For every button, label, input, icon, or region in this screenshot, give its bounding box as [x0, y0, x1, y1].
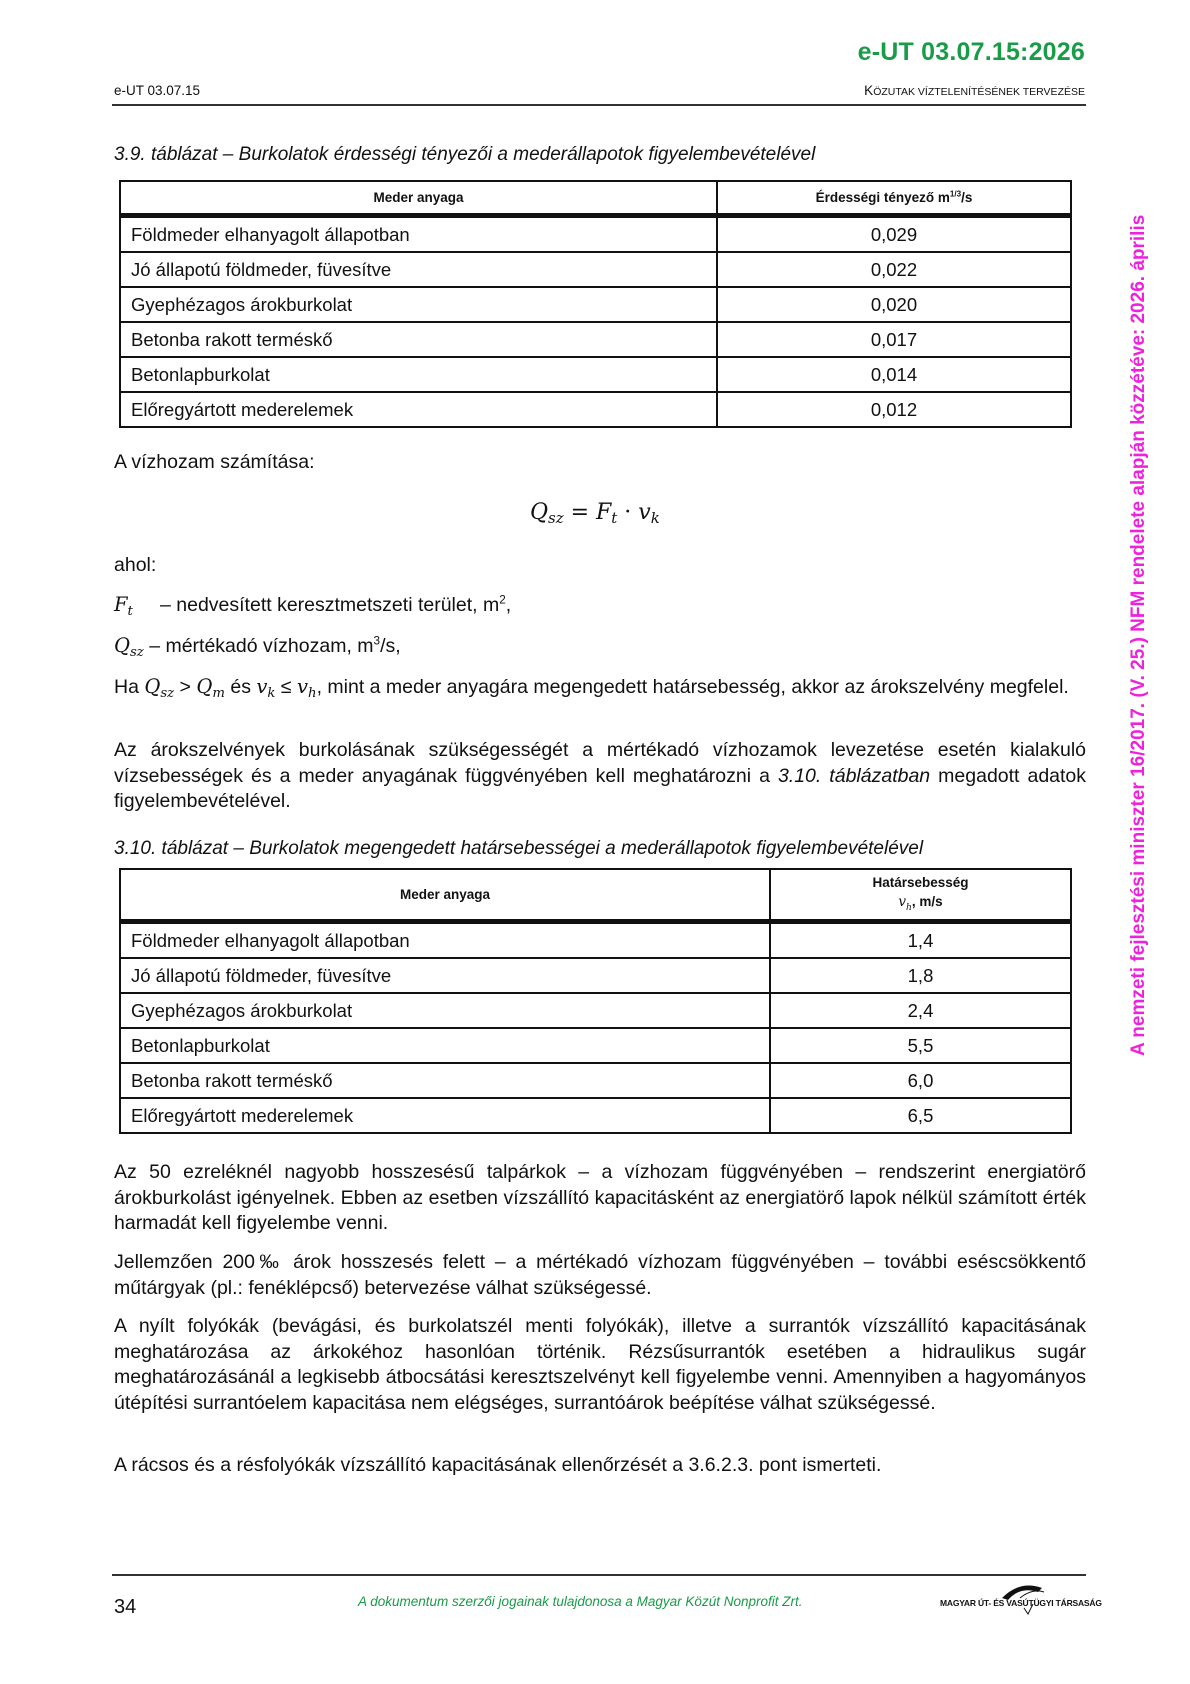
coverage-paragraph: Az árokszelvények burkolásának szükségességét a mértékadó vízhozamok levezetése esetén kialakuló vízsebességek és a meder anyagának függvényében kell meghatározni a 3.10. táblázatban megadott adatok figyelembevételével. [114, 739, 1087, 812]
col-header-material: Meder anyaga [120, 181, 717, 216]
slope-paragraph: Jellemzően 200‰ árok hosszesés felett – a mértékadó vízhozam függvényében – további eséscsökkentő műtárgyak (pl.: fenéklépcső) betervezése válhat szükségessé. [114, 1251, 1086, 1299]
condition-paragraph: Ha $Q_{sz} > Q_m$ és $v_k \le v_h$, mint a meder anyagára megengedett határsebesség, akkor az árokszelvény megfelel. [114, 675, 1069, 701]
table2-caption: 3.10. táblázat – Burkolatok megengedett határsebességei a mederállapotok figyelembevételével [114, 838, 924, 859]
table1-caption: 3.9. táblázat – Burkolatok érdességi tényezői a mederállapotok figyelembevételével [114, 144, 816, 165]
discharge-formula: $Q_{sz} = F_t \cdot v_k$ [530, 500, 660, 527]
table-row: Betonba rakott terméskő 6,0 [120, 1063, 1071, 1098]
calc-heading: A vízhozam számítása: [114, 451, 315, 473]
table-reference: 3.10. táblázatban [777, 764, 931, 787]
table-row: Földmeder elhanyagolt állapotban 0,029 [120, 216, 1071, 253]
copyright-notice: A dokumentum szerzői jogainak tulajdonosa a Magyar Közút Nonprofit Zrt. [358, 1594, 803, 1609]
energy-dissipator-paragraph: Az 50 ezreléknél nagyobb hosszesésű talpárkok – a vízhozam függvényében – rendszerint energiatörő árokburkolást igényelnek. Ebben az esetben vízszállító kapacitásként az energiatörő lapok nélkül számított érték harmadát kell figyelembe venni. [114, 1161, 1086, 1234]
table-row: Jó állapotú földmeder, füvesítve 1,8 [120, 958, 1071, 993]
table-header-row [120, 181, 1071, 216]
table-row: Előregyártott mederelemek 6,5 [120, 1098, 1071, 1133]
table-row: Földmeder elhanyagolt állapotban 1,4 [120, 922, 1071, 959]
section-title: KÖZUTAK VÍZTELENÍTÉSÉNEK TERVEZÉSE [864, 83, 1085, 98]
grate-paragraph: A rácsos és a résfolyókák vízszállító kapacitásának ellenőrzését a 3.6.2.3. pont ismerteti. [114, 1454, 882, 1476]
velocity-limit-table [119, 868, 1072, 1134]
table-row: Jó állapotú földmeder, füvesítve 0,022 [120, 252, 1071, 287]
table-row: Előregyártott mederelemek 0,012 [120, 392, 1071, 427]
definition-ft: $F_t$ – nedvesített keresztmetszeti terület, $m^2$, [114, 593, 512, 619]
standard-title: e-UT 03.07.15:2026 [857, 38, 1085, 66]
gutters-paragraph: A nyílt folyókák (bevágási, és burkolatszél menti folyókák), illetve a surrantók vízszállító kapacitásának meghatározása az árkokéhoz hasonlóan történik. Rézsűsurrantók esetében a hidraulikus sugár meghatározásánál a legkisebb átbocsátási keresztszelvényt kell figyelembe venni. Amennyiben a hagyományos útépítési surrantóelem kapacitása nem elégséges, surrantóárok beépítése válhat szükségessé. [114, 1315, 1086, 1414]
society-logo [940, 1582, 1102, 1622]
publication-side-note: A nemzeti fejlesztési miniszter 16/2017. (V. 25.) NFM rendelete alapján közzétéve: 2026. április [1128, 214, 1149, 1056]
col-header-velocity: Határsebesség $v_h$, m/s [770, 869, 1071, 922]
table-header-row [120, 869, 1071, 922]
col-header-material: Meder anyaga [120, 869, 770, 922]
table-row: Betonlapburkolat 5,5 [120, 1028, 1071, 1063]
table-row: Betonba rakott terméskő 0,017 [120, 322, 1071, 357]
table-row: Betonlapburkolat 0,014 [120, 357, 1071, 392]
roughness-table [119, 180, 1072, 428]
page-number: 34 [114, 1596, 137, 1618]
col-header-roughness: Érdességi tényező $m^{1/3}/s$ [717, 181, 1071, 216]
where-label: ahol: [114, 554, 157, 576]
footer-divider [112, 1574, 1086, 1576]
doc-code: e-UT 03.07.15 [114, 83, 201, 98]
definition-qsz: $Q_{sz}$ – mértékadó vízhozam, $m^3/s$, [114, 634, 401, 660]
table-row: Gyephézagos árokburkolat 2,4 [120, 993, 1071, 1028]
table-row: Gyephézagos árokburkolat 0,020 [120, 287, 1071, 322]
header-divider [112, 104, 1086, 106]
logo-text: MAGYAR ÚT- ÉS VASÚTÜGYI TÁRSASÁG [940, 1598, 1102, 1608]
